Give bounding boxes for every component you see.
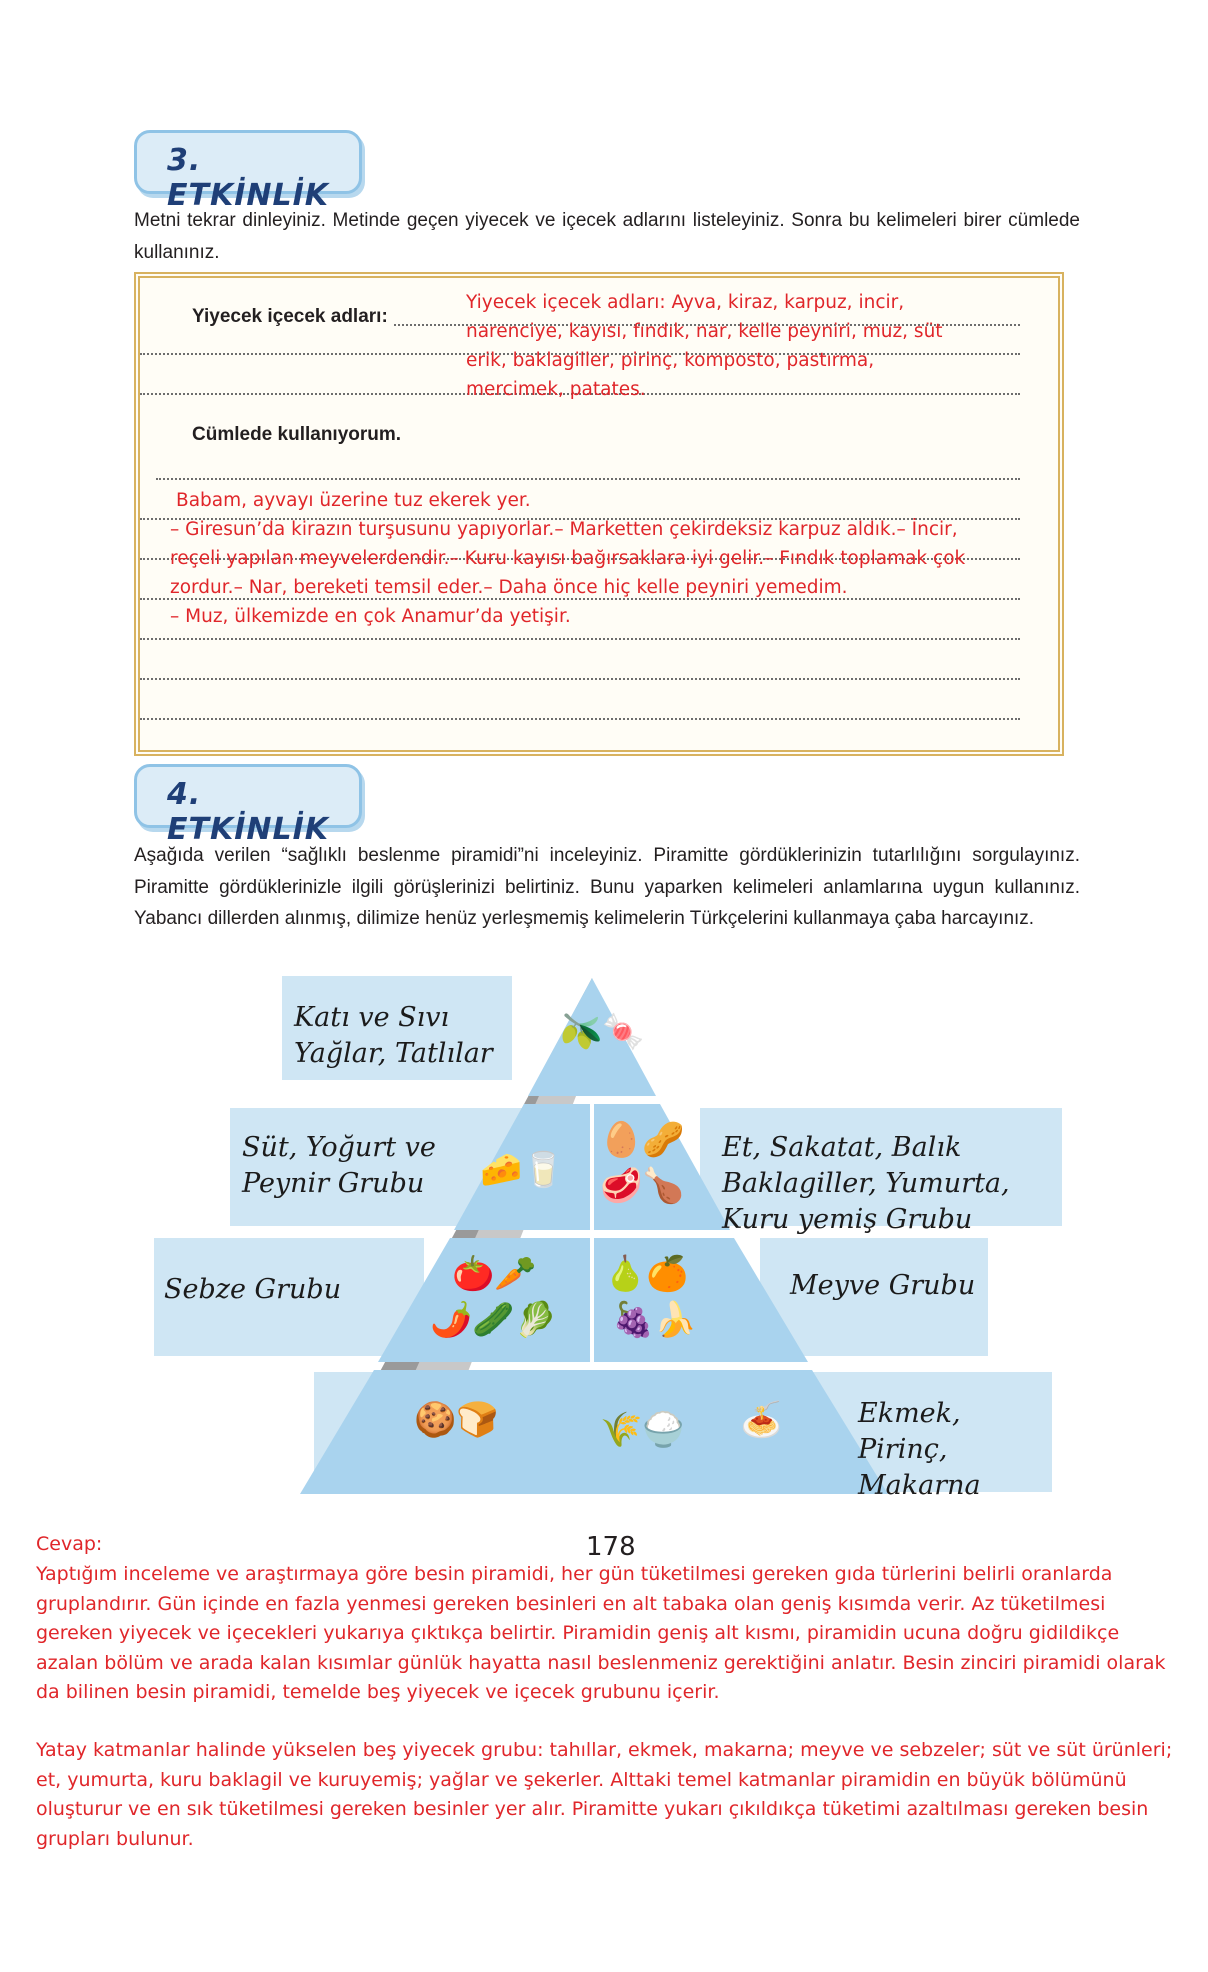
- food-answer-line-2: narenciye, kayısı, fındık, nar, kelle peyniri, muz, süt: [466, 321, 943, 342]
- label-vegetables: Sebze Grubu: [164, 1274, 342, 1305]
- sentence-label: Cümlede kullanıyorum.: [192, 424, 402, 445]
- answer-heading: Cevap:: [36, 1533, 103, 1555]
- label-fats-sweets: Katı ve Sıvı Yağlar, Tatlılar: [294, 1002, 493, 1069]
- sentence-answer-line-1: Babam, ayvayı üzerine tuz ekerek yer.: [176, 490, 531, 511]
- label-protein: Et, Sakatat, Balık Baklagiller, Yumurta, Kuru yemiş Grubu: [722, 1132, 1010, 1235]
- food-answer-line-3: erik, baklagiller, pirinç, komposto, pastırma,: [466, 350, 875, 371]
- activity-4-title: 4. ETKİNLİK: [167, 777, 329, 847]
- sentence-answer-line-5: – Muz, ülkemizde en çok Anamur’da yetişir.: [170, 606, 571, 627]
- cookies-bread-icon: 🍪🍞: [414, 1401, 499, 1439]
- activity-3-instruction: Metni tekrar dinleyiniz. Metinde geçen yiyecek ve içecek adlarını listeleyiniz. Sonra bu kelimeleri birer cümlede kullanınız.: [134, 210, 1080, 263]
- food-answer-line-1: Yiyecek içecek adları: Ayva, kiraz, karpuz, incir,: [466, 292, 905, 313]
- food-answer-line-4: mercimek, patates.: [466, 379, 646, 400]
- pear-orange-icon: 🍐🍊: [604, 1255, 689, 1293]
- page-number: 178: [586, 1532, 636, 1562]
- activity-4-instruction: Aşağıda verilen “sağlıklı beslenme piramidi”ni inceleyiniz. Piramitte gördüklerinizin tutarlılığını sorgulayınız. Piramitte gördüklerinizle ilgili görüşlerinizi belirtiniz. Bunu yaparken kelimeleri anlamlarına uygun kullanınız. Yabancı dillerden alınmış, dilimize henüz yerleşmemiş kelimelerin Türkçelerini kullanmaya çaba harcayınız.: [134, 845, 1080, 929]
- cucumber-lettuce-icon: 🌶️🥒🥬: [430, 1301, 558, 1339]
- cheese-milk-icon: 🧀🥛: [480, 1151, 565, 1189]
- food-names-label: Yiyecek içecek adları:: [192, 306, 388, 327]
- answer-paragraph-2: Yatay katmanlar halinde yükselen beş yiyecek grubu: tahıllar, ekmek, makarna; meyve ve sebzeler; süt ve süt ürünleri; et, yumurta, kuru baklagil ve kuruyemiş; yağlar ve şekerler. Alttaki temel katmanlar piramidin en büyük bölümünü oluşturur ve en sık tüketilmesi gereken besinler yer alır. Piramitte yukarı çıkıldıkça tüketimi azaltılması gereken besin grupları bulunur.: [36, 1739, 1173, 1850]
- wheat-rice-icon: 🌾🍚: [600, 1411, 685, 1449]
- activity-3-title: 3. ETKİNLİK: [167, 143, 329, 213]
- tier-grains: [300, 1370, 888, 1494]
- label-fruit: Meyve Grubu: [790, 1270, 976, 1301]
- oil-bottle-icon: 🫒🍬: [560, 1013, 645, 1051]
- sentence-answer-line-2: – Giresun’da kirazın turşusunu yapıyorlar.– Marketten çekirdeksiz karpuz aldık.– İncir,: [170, 519, 958, 540]
- eggs-icon: 🥚🥜: [600, 1121, 685, 1159]
- meat-chicken-icon: 🥩🍗: [600, 1167, 685, 1205]
- grapes-banana-icon: 🍇🍌: [612, 1301, 697, 1339]
- answer-paragraph-1: Yaptığım inceleme ve araştırmaya göre besin piramidi, her gün tüketilmesi gereken gıda türlerini belirli oranlarda gruplandırır. Gün içinde en fazla yenmesi gereken besinleri en alt tabaka olan geniş kısımda verir. Az tüketilmesi gereken yiyecek ve içecekleri yukarıya çıktıkça belirtir. Piramidin geniş alt kısmı, piramidin ucuna doğru gidildikçe azalan bölüm ve arada kalan kısımlar günlük hayatta nasıl beslenmeniz gerektiğini anlatır. Besin zinciri piramidi olarak da bilinen besin piramidi, temelde beş yiyecek ve içecek grubunu içerir.: [36, 1563, 1166, 1703]
- label-dairy: Süt, Yoğurt ve Peynir Grubu: [242, 1132, 436, 1199]
- pasta-icon: 🍝: [740, 1401, 783, 1439]
- sentence-answer-line-3: reçeli yapılan meyvelerdendir.– Kuru kayısı bağırsaklara iyi gelir.– Fındık toplamak çok: [170, 548, 966, 569]
- tomato-carrot-icon: 🍅🥕: [452, 1255, 537, 1293]
- label-grains: Ekmek, Pirinç, Makarna: [858, 1398, 981, 1501]
- sentence-answer-line-4: zordur.– Nar, bereketi temsil eder.– Daha önce hiç kelle peyniri yemedim.: [170, 577, 848, 598]
